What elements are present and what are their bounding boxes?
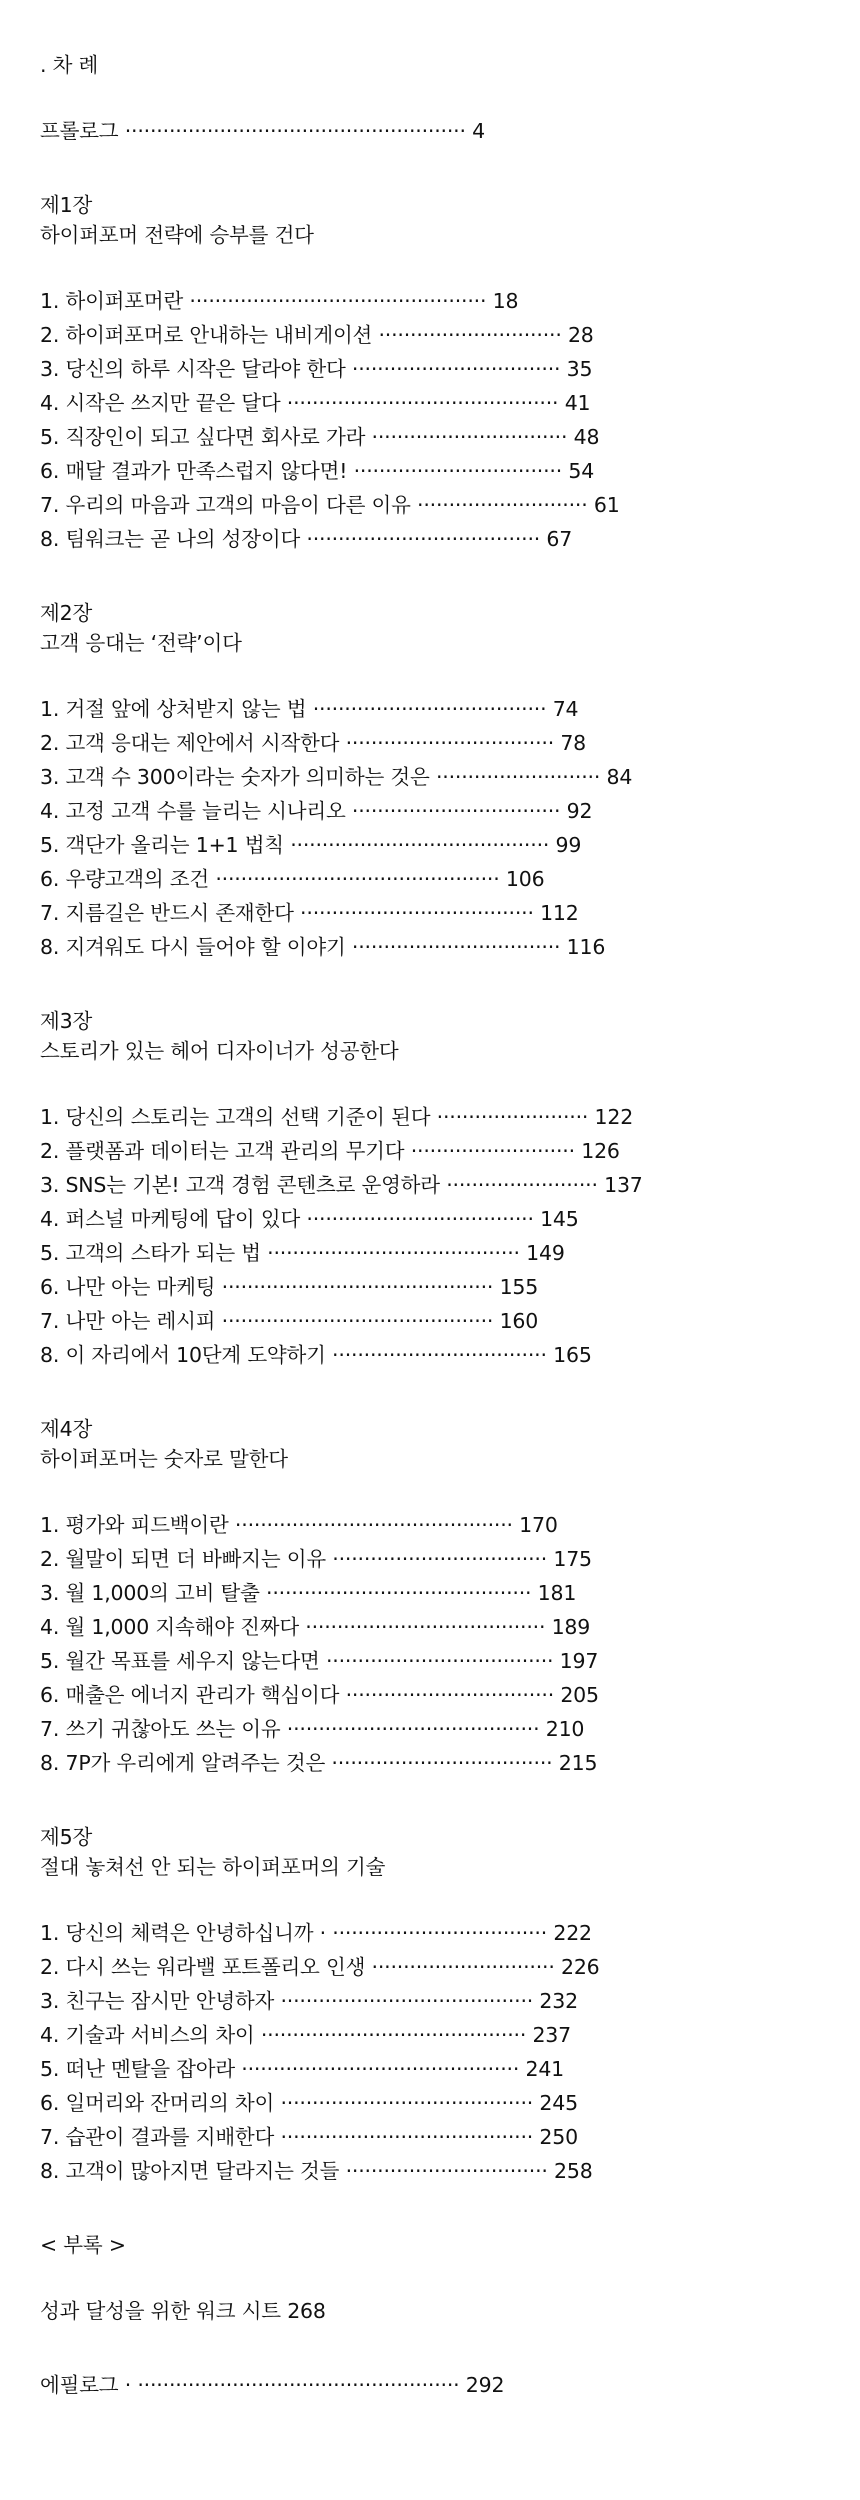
toc-line: 에필로그 · ··················································· 292 <box>40 2373 505 2397</box>
toc-line: 5. 고객의 스타가 되는 법 ········································ 149 <box>40 1241 565 1265</box>
toc-line: 3. 당신의 하루 시작은 달라야 한다 ································· 35 <box>40 357 593 381</box>
toc-line: 3. 월 1,000의 고비 탈출 ·········································· 181 <box>40 1581 577 1605</box>
toc-line: 프롤로그 ······················································ 4 <box>40 119 485 143</box>
toc-line: 1. 거절 앞에 상처받지 않는 법 ····································· 74 <box>40 697 579 721</box>
toc-line: 3. SNS는 기본! 고객 경험 콘텐츠로 운영하라 ························ 137 <box>40 1173 643 1197</box>
toc-line: 7. 쓰기 귀찮아도 쓰는 이유 ········································ 210 <box>40 1717 585 1741</box>
toc-line: 6. 매출은 에너지 관리가 핵심이다 ································· 205 <box>40 1683 599 1707</box>
toc-line: 3. 고객 수 300이라는 숫자가 의미하는 것은 ·························· 84 <box>40 765 633 789</box>
toc-line: 3. 친구는 잠시만 안녕하자 ········································ 232 <box>40 1989 578 2013</box>
toc-line: 8. 7P가 우리에게 알려주는 것은 ··································· 215 <box>40 1751 598 1775</box>
toc-line: 6. 나만 아는 마케팅 ··········································· 155 <box>40 1275 539 1299</box>
toc-line: 8. 고객이 많아지면 달라지는 것들 ································ 258 <box>40 2159 593 2183</box>
toc-line: 1. 하이퍼포머란 ··············································· 18 <box>40 289 519 313</box>
toc-line: 제1장 <box>40 193 93 217</box>
toc-line: 하이퍼포머 전략에 승부를 건다 <box>40 223 314 247</box>
toc-line: 2. 다시 쓰는 워라밸 포트폴리오 인생 ····························· 226 <box>40 1955 600 1979</box>
toc-line: 4. 퍼스널 마케팅에 답이 있다 ···································· 145 <box>40 1207 579 1231</box>
toc-line: < 부록 > <box>40 2233 126 2257</box>
toc-line: 1. 평가와 피드백이란 ············································ 170 <box>40 1513 558 1537</box>
toc-line: 1. 당신의 체력은 안녕하십니까 · ·································· 222 <box>40 1921 592 1945</box>
toc-line: 8. 팀워크는 곧 나의 성장이다 ····································· 67 <box>40 527 573 551</box>
toc-line: 4. 기술과 서비스의 차이 ·········································· 237 <box>40 2023 571 2047</box>
toc-line: 2. 플랫폼과 데이터는 고객 관리의 무기다 ·························· 126 <box>40 1139 620 1163</box>
toc-line: 2. 월말이 되면 더 바빠지는 이유 ·································· 175 <box>40 1547 592 1571</box>
toc-line: 고객 응대는 ‘전략’이다 <box>40 631 242 655</box>
toc-line: 제2장 <box>40 601 93 625</box>
toc-line: 6. 우량고객의 조건 ············································· 106 <box>40 867 545 891</box>
toc-line: 5. 떠난 멘탈을 잡아라 ············································ 241 <box>40 2057 565 2081</box>
toc-line: 제4장 <box>40 1417 93 1441</box>
toc-line: 제5장 <box>40 1825 93 1849</box>
toc-line: 2. 하이퍼포머로 안내하는 내비게이션 ····························· 28 <box>40 323 594 347</box>
toc-line: 스토리가 있는 헤어 디자이너가 성공한다 <box>40 1039 399 1063</box>
toc-line: 8. 이 자리에서 10단계 도약하기 ·································· 165 <box>40 1343 592 1367</box>
toc-line: 7. 나만 아는 레시피 ··········································· 160 <box>40 1309 539 1333</box>
toc-line: 성과 달성을 위한 워크 시트 268 <box>40 2299 326 2323</box>
toc-line: 8. 지겨워도 다시 들어야 할 이야기 ································· 116 <box>40 935 606 959</box>
toc-line: 2. 고객 응대는 제안에서 시작한다 ································· 78 <box>40 731 587 755</box>
toc-line: 1. 당신의 스토리는 고객의 선택 기준이 된다 ························ 122 <box>40 1105 634 1129</box>
toc-line: 5. 직장인이 되고 싶다면 회사로 가라 ······························· 48 <box>40 425 600 449</box>
toc-line: 7. 우리의 마음과 고객의 마음이 다른 이유 ··························· 61 <box>40 493 620 517</box>
toc-line: 5. 월간 목표를 세우지 않는다면 ···································· 197 <box>40 1649 599 1673</box>
toc-line: 7. 지름길은 반드시 존재한다 ····································· 112 <box>40 901 579 925</box>
toc-line: 4. 시작은 쓰지만 끝은 달다 ··········································· 41 <box>40 391 591 415</box>
toc-line: 6. 매달 결과가 만족스럽지 않다면! ································· 54 <box>40 459 595 483</box>
toc-line: 6. 일머리와 잔머리의 차이 ········································ 245 <box>40 2091 578 2115</box>
toc-line: . 차 례 <box>40 53 99 77</box>
toc-line: 7. 습관이 결과를 지배한다 ········································ 250 <box>40 2125 578 2149</box>
toc-line: 4. 고정 고객 수를 늘리는 시나리오 ································· 92 <box>40 799 593 823</box>
toc-line: 4. 월 1,000 지속해야 진짜다 ······································ 189 <box>40 1615 591 1639</box>
toc-line: 하이퍼포머는 숫자로 말한다 <box>40 1447 288 1471</box>
toc-line: 5. 객단가 올리는 1+1 법칙 ········································· 99 <box>40 833 582 857</box>
toc-line: 제3장 <box>40 1009 93 1033</box>
toc-line: 절대 놓쳐선 안 되는 하이퍼포머의 기술 <box>40 1855 386 1879</box>
